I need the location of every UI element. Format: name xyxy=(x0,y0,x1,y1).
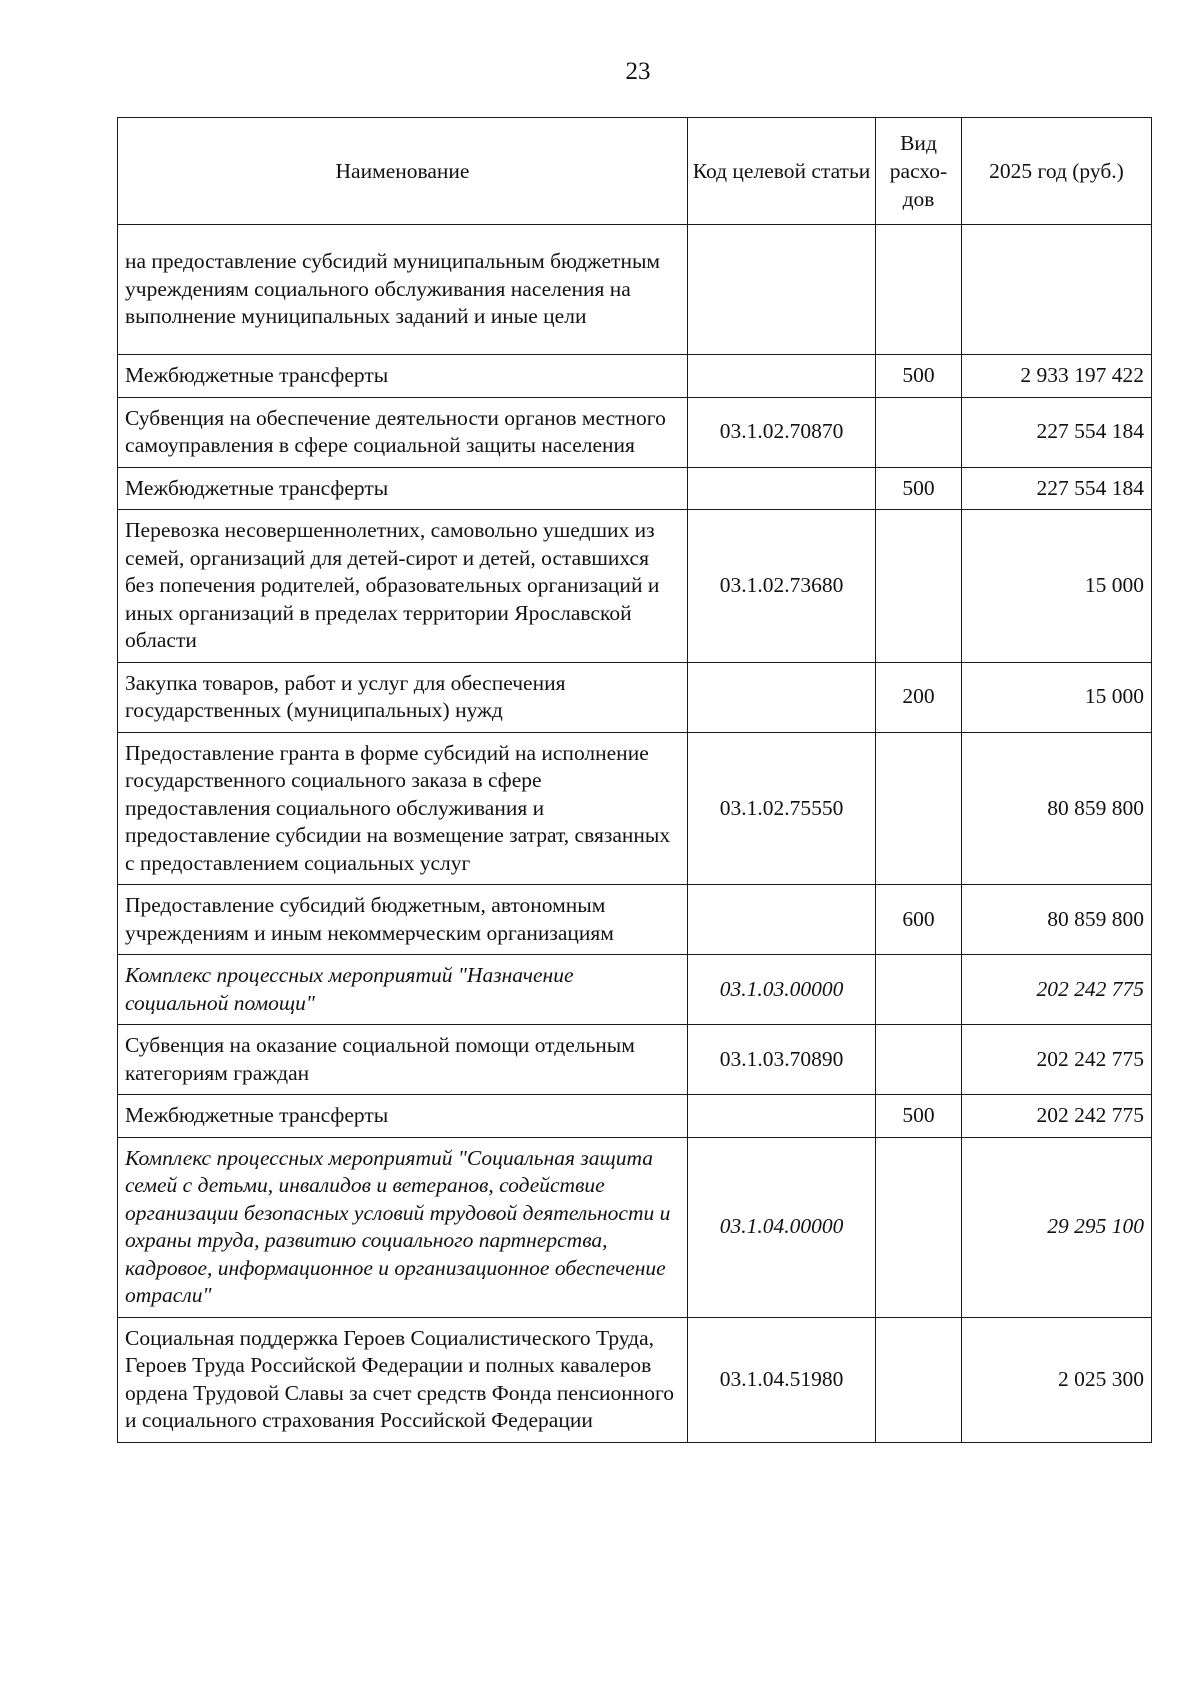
header-kind: Вид расхо-дов xyxy=(876,118,962,225)
row-name: Комплекс процессных мероприятий "Назначение социальной помощи" xyxy=(118,955,688,1025)
row-name: Перевозка несовершеннолетних, самовольно ушедших из семей, организаций для детей-сирот и детей, оставшихся без попечения родителей, образовательных организаций и иных организаций в пределах территории Ярославской области xyxy=(118,510,688,663)
row-kind xyxy=(876,955,962,1025)
row-name: Межбюджетные трансферты xyxy=(118,467,688,510)
row-name: Субвенция на оказание социальной помощи отдельным категориям граждан xyxy=(118,1025,688,1095)
row-amount: 202 242 775 xyxy=(962,1095,1152,1138)
row-amount: 202 242 775 xyxy=(962,955,1152,1025)
row-code xyxy=(688,885,876,955)
row-amount: 2 933 197 422 xyxy=(962,355,1152,398)
table-row xyxy=(118,662,1152,732)
row-name: Предоставление субсидий бюджетным, автономным учреждениям и иным некоммерческим организациям xyxy=(118,885,688,955)
row-kind xyxy=(876,1137,962,1317)
row-amount xyxy=(962,225,1152,355)
table-row xyxy=(118,1025,1152,1095)
row-amount: 227 554 184 xyxy=(962,467,1152,510)
table-row xyxy=(118,510,1152,663)
page-number: 23 xyxy=(625,58,651,85)
row-name: Социальная поддержка Героев Социалистического Труда, Героев Труда Российской Федерации и полных кавалеров ордена Трудовой Славы за счет средств Фонда пенсионного и социального страхования Российской Федерации xyxy=(118,1317,688,1442)
table-row xyxy=(118,955,1152,1025)
table-row xyxy=(118,1137,1152,1317)
table-row xyxy=(118,885,1152,955)
row-amount: 202 242 775 xyxy=(962,1025,1152,1095)
row-amount: 80 859 800 xyxy=(962,732,1152,885)
row-code: 03.1.02.73680 xyxy=(688,510,876,663)
row-kind: 500 xyxy=(876,1095,962,1138)
row-amount: 29 295 100 xyxy=(962,1137,1152,1317)
row-kind xyxy=(876,732,962,885)
row-code: 03.1.02.75550 xyxy=(688,732,876,885)
row-name: Предоставление гранта в форме субсидий на исполнение государственного социального заказа в сфере предоставления социального обслуживания и предоставление субсидии на возмещение затрат, связанных с предоставлением социальных услуг xyxy=(118,732,688,885)
row-code: 03.1.03.00000 xyxy=(688,955,876,1025)
row-name: на предоставление субсидий муниципальным бюджетным учреждениям социального обслуживания населения на выполнение муниципальных заданий и иные цели xyxy=(118,225,688,355)
row-amount: 80 859 800 xyxy=(962,885,1152,955)
header-name: Наименование xyxy=(118,118,688,225)
header-row xyxy=(118,118,1152,225)
row-kind xyxy=(876,225,962,355)
row-code xyxy=(688,1095,876,1138)
row-code xyxy=(688,225,876,355)
row-kind: 500 xyxy=(876,355,962,398)
header-code: Код целевой статьи xyxy=(688,118,876,225)
table-row xyxy=(118,355,1152,398)
row-kind: 500 xyxy=(876,467,962,510)
table-row xyxy=(118,225,1152,355)
row-code: 03.1.02.70870 xyxy=(688,397,876,467)
row-kind xyxy=(876,1317,962,1442)
row-amount: 227 554 184 xyxy=(962,397,1152,467)
row-code: 03.1.03.70890 xyxy=(688,1025,876,1095)
row-code: 03.1.04.00000 xyxy=(688,1137,876,1317)
row-amount: 2 025 300 xyxy=(962,1317,1152,1442)
row-kind xyxy=(876,510,962,663)
header-amount: 2025 год (руб.) xyxy=(962,118,1152,225)
row-code xyxy=(688,662,876,732)
row-name: Межбюджетные трансферты xyxy=(118,1095,688,1138)
table-row xyxy=(118,1317,1152,1442)
row-kind xyxy=(876,397,962,467)
table-row xyxy=(118,467,1152,510)
row-code xyxy=(688,467,876,510)
row-name: Субвенция на обеспечение деятельности органов местного самоуправления в сфере социальной защиты населения xyxy=(118,397,688,467)
row-code xyxy=(688,355,876,398)
table-row xyxy=(118,397,1152,467)
row-amount: 15 000 xyxy=(962,510,1152,663)
row-name: Комплекс процессных мероприятий "Социальная защита семей с детьми, инвалидов и ветеранов, содействие организации безопасных условий трудовой деятельности и охраны труда, развитию социального партнерства, кадровое, информационное и организационное обеспечение отрасли" xyxy=(118,1137,688,1317)
table-row xyxy=(118,732,1152,885)
row-name: Межбюджетные трансферты xyxy=(118,355,688,398)
row-name: Закупка товаров, работ и услуг для обеспечения государственных (муниципальных) нужд xyxy=(118,662,688,732)
table-row xyxy=(118,1095,1152,1138)
row-kind: 200 xyxy=(876,662,962,732)
row-kind: 600 xyxy=(876,885,962,955)
row-kind xyxy=(876,1025,962,1095)
row-code: 03.1.04.51980 xyxy=(688,1317,876,1442)
row-amount: 15 000 xyxy=(962,662,1152,732)
budget-table xyxy=(117,117,1152,1443)
